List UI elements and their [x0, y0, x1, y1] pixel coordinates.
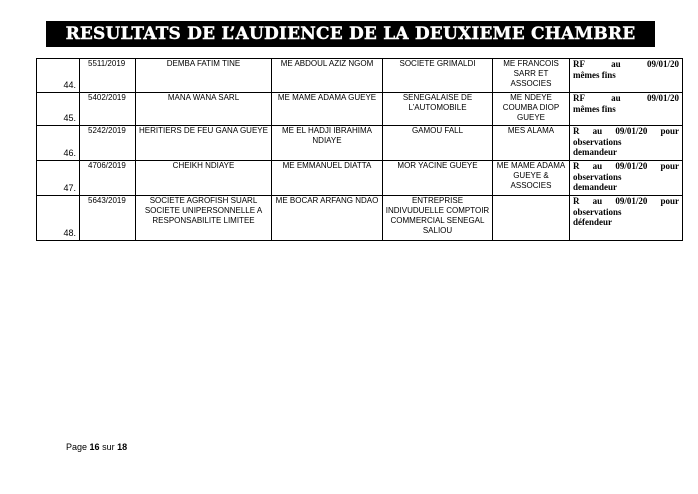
- decision-cell: [570, 126, 683, 161]
- case-number: 5402/2019: [80, 93, 136, 126]
- decision-line: mêmes fins: [573, 69, 616, 80]
- respondent-cell: SOCIETE GRIMALDI: [383, 59, 493, 93]
- decision-cell: [570, 196, 683, 241]
- decision-line: mêmes fins: [573, 103, 616, 114]
- decision-cell: [570, 59, 683, 93]
- table-row: [37, 93, 683, 126]
- decision-line: RF au 09/01/20: [573, 59, 679, 69]
- decision-line: observations: [573, 171, 622, 182]
- decision-line: R au 09/01/20 pour: [573, 161, 679, 171]
- page-title-banner: [46, 21, 655, 47]
- page-title: RESULTATS DE L’AUDIENCE DE LA DEUXIEME CHAMBRE: [65, 24, 636, 44]
- applicant-counsel-cell: ME BOCAR ARFANG NDAO: [272, 196, 383, 241]
- respondent-cell: GAMOU FALL: [383, 126, 493, 161]
- respondent-counsel-cell: [493, 196, 570, 241]
- respondent-counsel-cell: ME FRANCOIS SARR ET ASSOCIES: [493, 59, 570, 93]
- page-label: Page: [66, 442, 88, 452]
- table-row: [37, 161, 683, 196]
- row-number: 46.: [37, 126, 80, 161]
- page-separator: sur: [102, 442, 115, 452]
- decision-line: observations: [573, 206, 622, 217]
- row-number: 45.: [37, 93, 80, 126]
- decision-line: défendeur: [573, 217, 612, 227]
- row-number: 47.: [37, 161, 80, 196]
- page-total: 18: [117, 442, 128, 452]
- case-number: 5242/2019: [80, 126, 136, 161]
- respondent-cell: ENTREPRISE INDIVUDUELLE COMPTOIR COMMERCIAL SENEGAL SALIOU: [383, 196, 493, 241]
- row-number: 48.: [37, 196, 80, 241]
- respondent-cell: SENEGALAISE DE L’AUTOMOBILE: [383, 93, 493, 126]
- applicant-cell: CHEIKH NDIAYE: [136, 161, 272, 196]
- respondent-counsel-cell: MES ALAMA: [493, 126, 570, 161]
- case-number: 5643/2019: [80, 196, 136, 241]
- applicant-counsel-cell: ME ABDOUL AZIZ NGOM: [272, 59, 383, 93]
- applicant-cell: SOCIETE AGROFISH SUARL SOCIETE UNIPERSONNELLE A RESPONSABILITE LIMITEE: [136, 196, 272, 241]
- decision-line: RF au 09/01/20: [573, 93, 679, 103]
- decision-cell: [570, 93, 683, 126]
- applicant-cell: DEMBA FATIM TINE: [136, 59, 272, 93]
- applicant-counsel-cell: ME MAME ADAMA GUEYE: [272, 93, 383, 126]
- respondent-cell: MOR YACINE GUEYE: [383, 161, 493, 196]
- applicant-cell: HERITIERS DE FEU GANA GUEYE: [136, 126, 272, 161]
- applicant-counsel-cell: ME EMMANUEL DIATTA: [272, 161, 383, 196]
- decision-line: demandeur: [573, 182, 618, 192]
- page-footer: [66, 442, 127, 452]
- respondent-counsel-cell: ME NDEYE COUMBA DIOP GUEYE: [493, 93, 570, 126]
- applicant-cell: MANA WANA SARL: [136, 93, 272, 126]
- table-row: [37, 196, 683, 241]
- page-number: 16: [89, 442, 100, 452]
- decision-line: R au 09/01/20 pour: [573, 196, 679, 206]
- table-row: [37, 59, 683, 93]
- decision-line: demandeur: [573, 147, 618, 157]
- decision-cell: [570, 161, 683, 196]
- decision-line: observations: [573, 136, 622, 147]
- table-row: [37, 126, 683, 161]
- case-number: 4706/2019: [80, 161, 136, 196]
- decision-line: R au 09/01/20 pour: [573, 126, 679, 136]
- applicant-counsel-cell: ME EL HADJI IBRAHIMA NDIAYE: [272, 126, 383, 161]
- respondent-counsel-cell: ME MAME ADAMA GUEYE & ASSOCIES: [493, 161, 570, 196]
- case-number: 5511/2019: [80, 59, 136, 93]
- results-table: [36, 58, 683, 241]
- row-number: 44.: [37, 59, 80, 93]
